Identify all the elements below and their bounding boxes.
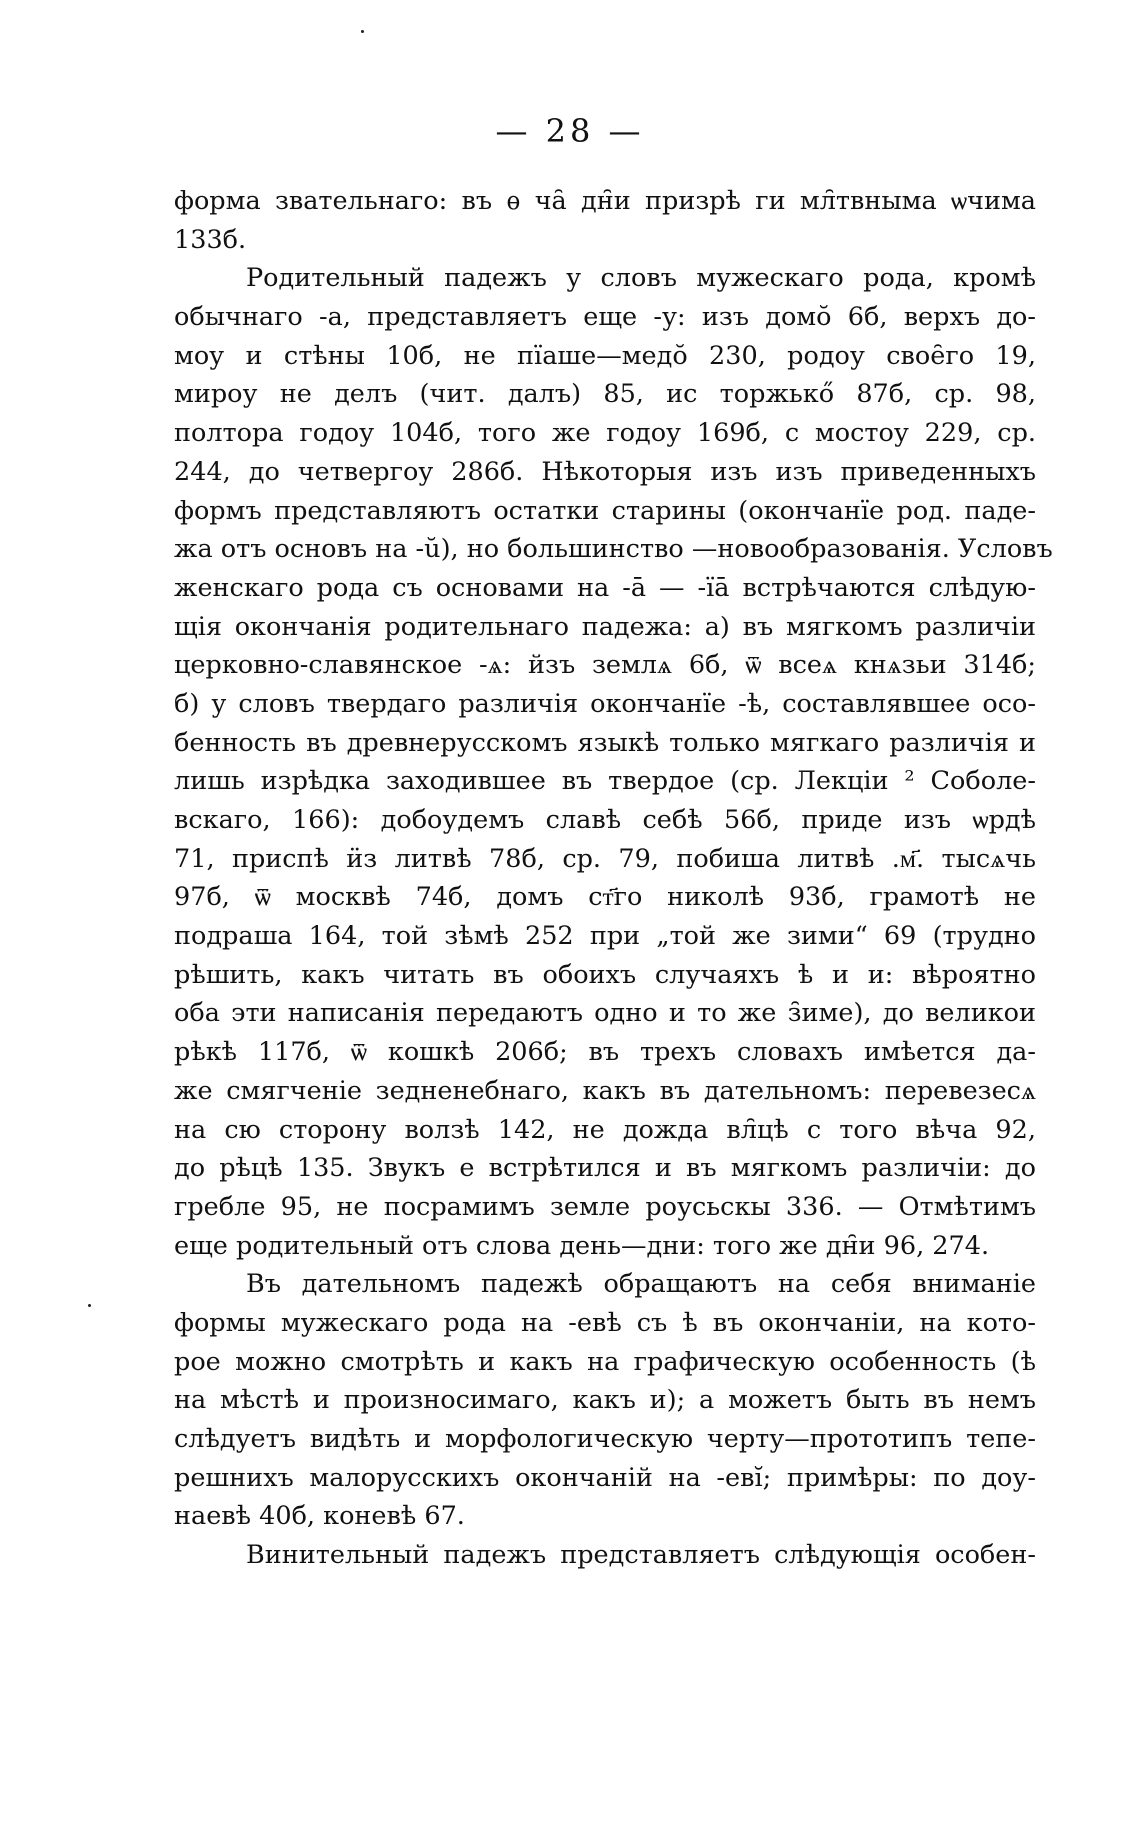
text-line: подраша 164, той зѣмѣ 252 при „той же зими“ 69 (трудно (174, 921, 1036, 952)
text-line: еще родительный отъ слова день—дни: того же дн̑и 96, 274. (174, 1230, 990, 1261)
text-line: гребле 95, не посрамимъ земле роусьскы 336. — Отмѣтимъ (174, 1191, 1036, 1222)
text-line: оба эти написанія передаютъ одно и то же з̑име), до великои (174, 998, 1036, 1029)
page-number: — 28 — (495, 112, 645, 150)
text-line: слѣдуетъ видѣть и морфологическую черту—прототипъ тепе- (174, 1424, 1036, 1454)
text-line: на мѣстѣ и произносимаго, какъ и); а можетъ быть въ немъ (174, 1385, 1036, 1416)
text-line: церковно-славянское -ѧ: йзъ землѧ 6б, ѿ всеѧ кнѧзьи 314б; (174, 650, 1036, 681)
text-line: лишь изрѣдка заходившее въ твердое (ср. Лекціи ² Соболе- (174, 766, 1036, 797)
text-line: женскаго рода съ основами на -ā — -їā встрѣчаются слѣдую- (174, 572, 1036, 603)
text-line: же смягченіе зедненебнаго, какъ въ дательномъ: перевезесѧ (174, 1075, 1036, 1106)
text-line: до рѣцѣ 135. Звукъ е встрѣтился и въ мягкомъ различіи: до (174, 1153, 1036, 1184)
text-line: решнихъ малорусскихъ окончаній на -евĭ; примѣры: по доу- (174, 1462, 1036, 1493)
text-line: наевѣ 40б, коневѣ 67. (174, 1501, 465, 1532)
paragraph-start-line: Винительный падежъ представляетъ слѣдующія особен- (246, 1540, 1036, 1571)
text-line: формъ представляютъ остатки старины (окончанїе род. паде- (174, 495, 1036, 526)
text-line: рое можно смотрѣть и какъ на графическую особенность (ѣ (174, 1346, 1036, 1377)
body-text (174, 182, 1053, 1575)
text-line: моу и стѣны 10б, не пїаше—медо̆ 230, родоу свое̑го 19, (174, 340, 1036, 371)
text-line: бенность въ древнерусскомъ языкѣ только мягкаго различія и (174, 727, 1036, 758)
text-line: формы мужескаго рода на -евѣ съ ѣ въ окончаніи, на кото- (174, 1307, 1036, 1338)
text-line: рѣшить, какъ читать въ обоихъ случаяхъ ѣ и и: вѣроятно (174, 959, 1036, 990)
text-line: щія окончанія родительнаго падежа: а) въ мягкомъ различіи (174, 611, 1036, 642)
text-line: 133б. (174, 224, 247, 255)
text-line: форма звательнаго: въ ѳ ча̑ дн̑и призрѣ ги мл̑твныма ѡчима (174, 186, 1036, 216)
text-line: на сю сторону волзѣ 142, не дожда вл̑цѣ с того вѣча 92, (174, 1114, 1036, 1145)
paragraph-start-line: Въ дательномъ падежѣ обращаютъ на себя вниманіе (246, 1269, 1036, 1300)
text-line: 97б, ѿ москвѣ 74б, домъ ст҃го николѣ 93б, грамотѣ не (174, 882, 1036, 913)
text-line: б) у словъ твердаго различія окончанїе -ѣ, составлявшее осо- (174, 688, 1036, 719)
text-line: обычнаго -а, представляетъ еще -у: изъ домо̆ 6б, верхъ до- (174, 302, 1036, 333)
text-line: мироу не делъ (чит. далъ) 85, ис торжькő 87б, ср. 98, (174, 379, 1036, 410)
text-line: жа отъ основъ на -ŭ), но большинство —новообразованія. Условъ (174, 534, 1053, 565)
print-speck (361, 30, 364, 33)
text-line: вскаго, 166): добоудемъ славѣ себѣ 56б, приде изъ ѡрдѣ (174, 805, 1036, 835)
print-speck (88, 1304, 91, 1307)
text-line: 71, приспѣ ӥз литвѣ 78б, ср. 79, побиша литвѣ .м҃. тысѧчь (174, 843, 1036, 874)
text-line: рѣкѣ 117б, ѿ кошкѣ 206б; въ трехъ словахъ имѣется да- (174, 1037, 1036, 1068)
text-line: полтора годоу 104б, того же годоу 169б, с мостоу 229, ср. (174, 418, 1036, 449)
text-line: 244, до четвергоу 286б. Нѣкоторыя изъ изъ приведенныхъ (174, 456, 1036, 487)
paragraph-start-line: Родительный падежъ у словъ мужескаго рода, кромѣ (246, 263, 1036, 294)
